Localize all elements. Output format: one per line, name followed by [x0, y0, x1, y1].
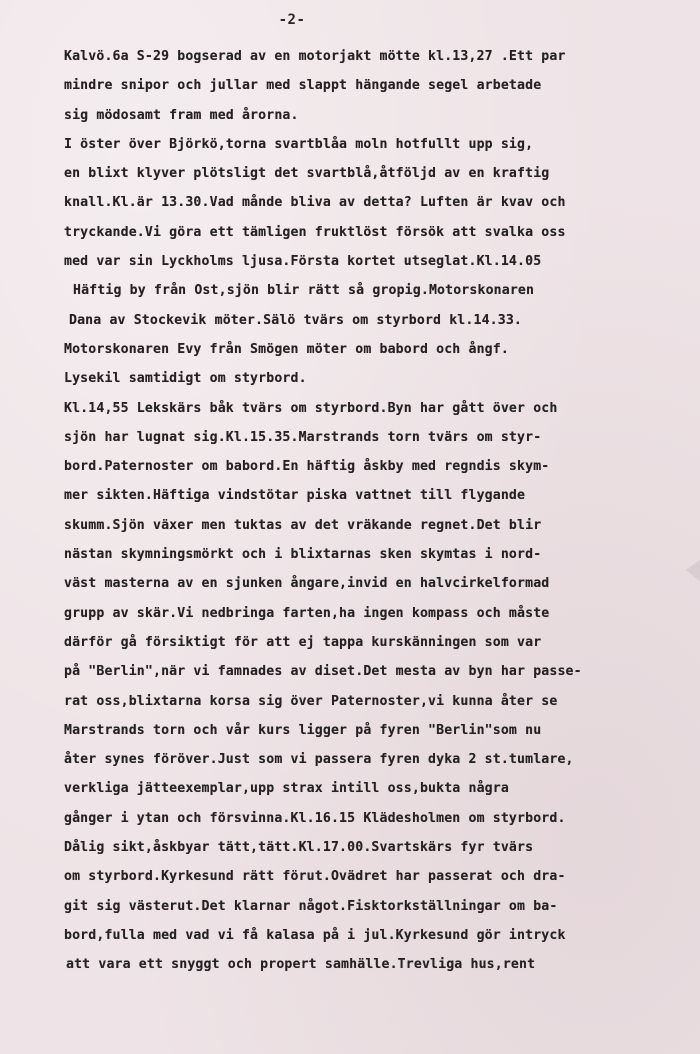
text-line: åter synes föröver.Just som vi passera fyren dyka 2 st.tumlare,	[64, 752, 574, 768]
text-line: rat oss,blixtarna korsa sig över Paternoster,vi kunna åter se	[64, 693, 558, 709]
text-line: Lysekil samtidigt om styrbord.	[64, 371, 307, 387]
text-line: mindre snipor och jullar med slappt hängande segel arbetade	[64, 78, 542, 94]
text-line: verkliga jätteexemplar,upp strax intill oss,bukta några	[64, 781, 509, 797]
text-line: med var sin Lyckholms ljusa.Första kortet utseglat.Kl.14.05	[64, 254, 542, 270]
text-line: I öster över Björkö,torna svartblåa moln hotfullt upp sig,	[64, 136, 534, 152]
text-line: git sig västerut.Det klarnar något.Fisktorkställningar om ba-	[64, 898, 558, 914]
text-line: sig mödosamt fram med årorna.	[64, 107, 299, 123]
text-line: nästan skymningsmörkt och i blixtarnas sken skymtas i nord-	[64, 547, 542, 563]
text-line: grupp av skär.Vi nedbringa farten,ha ingen kompass och måste	[64, 605, 550, 621]
text-line: Kl.14,55 Lekskärs båk tvärs om styrbord.Byn har gått över och	[64, 400, 558, 416]
text-line: bord,fulla med vad vi få kalasa på i jul.Kyrkesund gör intryck	[64, 927, 566, 943]
text-line: att vara ett snyggt och propert samhälle.Trevliga hus,rent	[66, 957, 536, 973]
text-line: Marstrands torn och vår kurs ligger på fyren "Berlin"som nu	[64, 722, 542, 738]
text-line: Dana av Stockevik möter.Sälö tvärs om styrbord kl.14.33.	[69, 312, 523, 328]
text-line: sjön har lugnat sig.Kl.15.35.Marstrands torn tvärs om styr-	[64, 429, 542, 445]
typewritten-text	[64, 42, 684, 980]
page-number: -2-	[278, 12, 306, 28]
text-line: gånger i ytan och försvinna.Kl.16.15 Klädesholmen om styrbord.	[64, 810, 566, 826]
text-line: en blixt klyver plötsligt det svartblå,åtföljd av en kraftig	[64, 166, 550, 182]
text-line: bord.Paternoster om babord.En häftig åskby med regndis skym-	[64, 459, 550, 475]
text-line: Dålig sikt,åskbyar tätt,tätt.Kl.17.00.Svartskärs fyr tvärs	[64, 840, 534, 856]
text-line: knall.Kl.är 13.30.Vad månde bliva av detta? Luften är kvav och	[64, 195, 566, 211]
text-line: Motorskonaren Evy från Smögen möter om babord och ångf.	[64, 341, 509, 357]
text-line: Kalvö.6a S-29 bogserad av en motorjakt mötte kl.13,27 .Ett par	[64, 49, 566, 64]
text-line: skumm.Sjön växer men tuktas av det vräkande regnet.Det blir	[64, 517, 542, 533]
text-line: om styrbord.Kyrkesund rätt förut.Ovädret har passerat och dra-	[64, 869, 566, 885]
paper-edge-notch	[686, 560, 700, 582]
text-line: därför gå försiktigt för att ej tappa kurskänningen som var	[64, 634, 542, 650]
text-line: väst masterna av en sjunken ångare,invid en halvcirkelformad	[64, 576, 550, 592]
text-line: Häftig by från Ost,sjön blir rätt så gropig.Motorskonaren	[73, 283, 535, 299]
text-line: på "Berlin",när vi famnades av diset.Det mesta av byn har passe-	[64, 664, 582, 680]
text-line: tryckande.Vi göra ett tämligen fruktlöst försök att svalka oss	[64, 224, 566, 240]
text-line: mer sikten.Häftiga vindstötar piska vattnet till flygande	[64, 488, 526, 504]
